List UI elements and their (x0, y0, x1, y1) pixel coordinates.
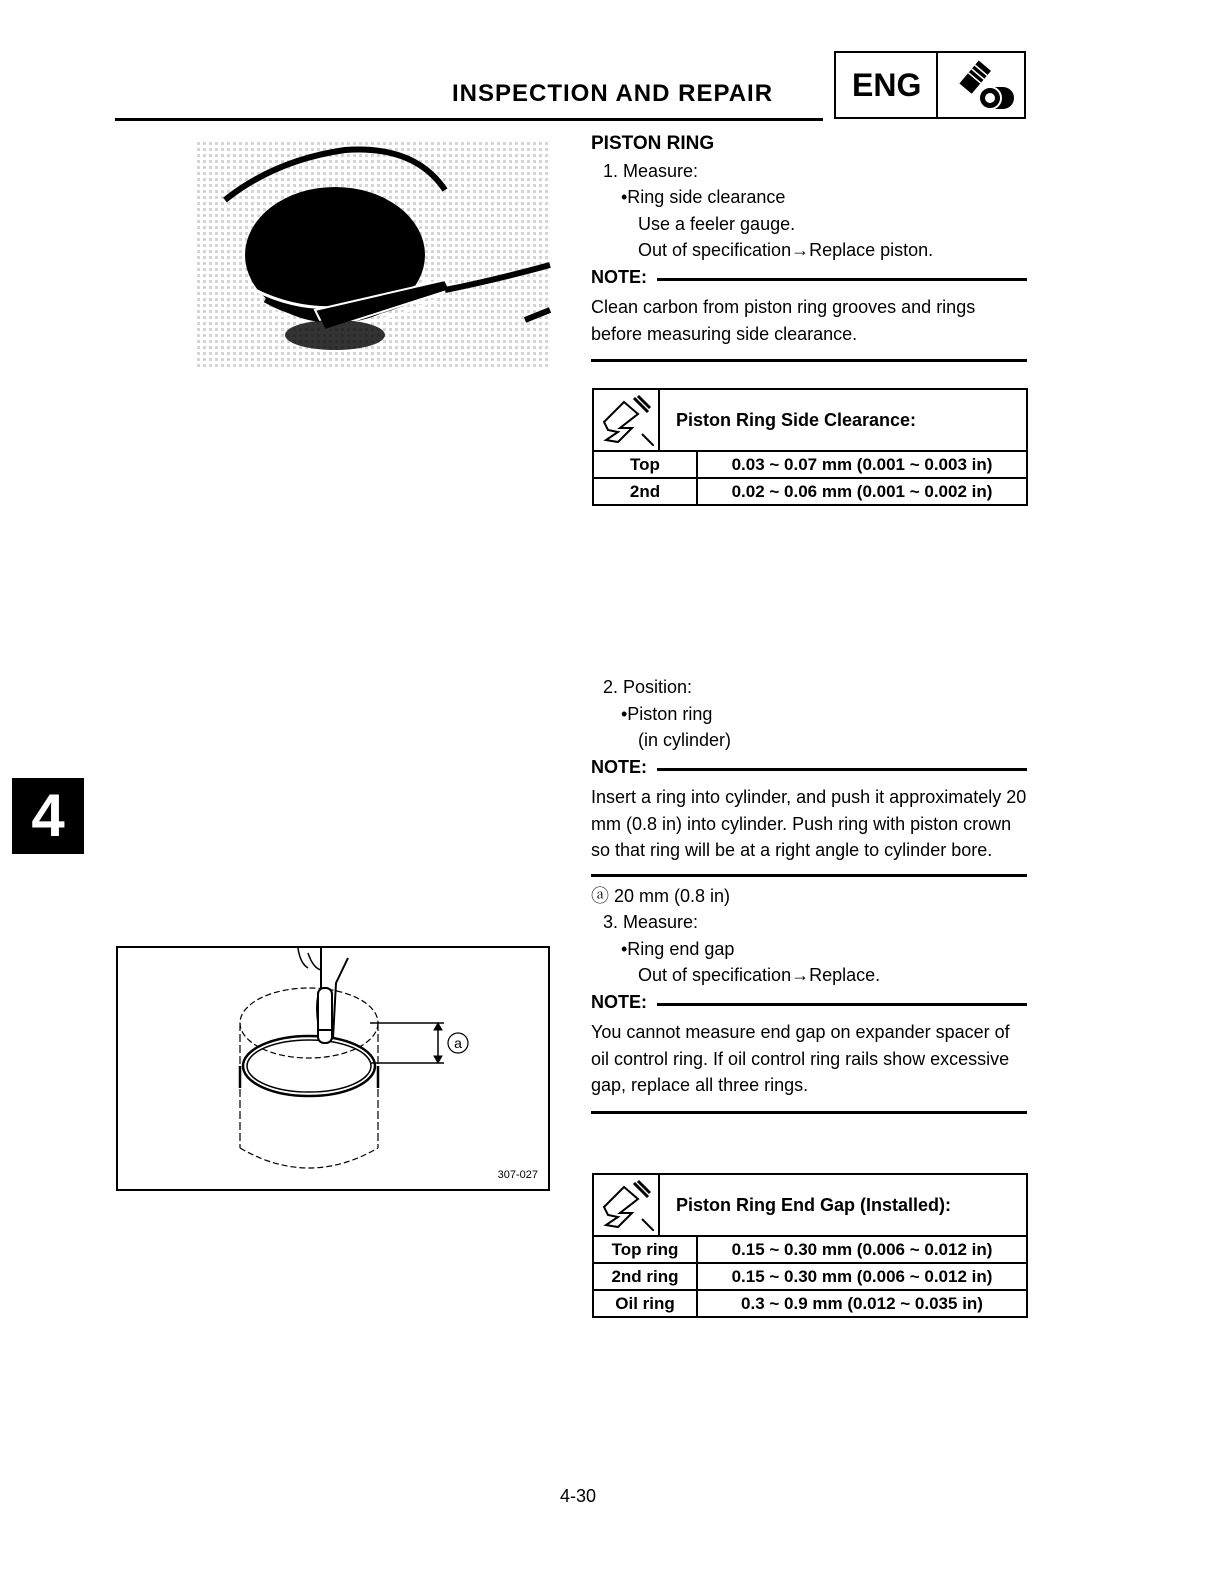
step3-line: Out of specification→Replace. (638, 965, 881, 985)
row-value: 0.3 ~ 0.9 mm (0.012 ~ 0.035 in) (697, 1290, 1026, 1316)
callout-a: a (454, 1035, 462, 1051)
chapter-tab: 4 (12, 778, 84, 854)
spec-table-header (594, 1175, 1026, 1237)
step2-line: (in cylinder) (638, 730, 732, 750)
caliper-icon (594, 1175, 660, 1235)
note-rule (657, 1003, 1027, 1006)
page-number: 4-30 (560, 1486, 597, 1506)
spec-table-body (594, 452, 1026, 504)
table-row (594, 1237, 1026, 1263)
piston-ring-section (591, 131, 1027, 362)
note-text: Insert a ring into cylinder, and push it approximately 20 mm (0.8 in) into cylinder. Push ring with piston crown so that ring will be at a right angle to cylinder bore. (591, 787, 1027, 860)
row-value: 0.02 ~ 0.06 mm (0.001 ~ 0.002 in) (697, 478, 1026, 504)
row-label: Top (594, 452, 697, 478)
cylinder-diagram (118, 948, 548, 1189)
step2-bullet: •Piston ring (621, 703, 713, 724)
step1-bullet: •Ring side clearance (621, 187, 786, 207)
row-value: 0.15 ~ 0.30 mm (0.006 ~ 0.012 in) (731, 1239, 993, 1259)
page-header-title: INSPECTION AND REPAIR (452, 80, 774, 107)
caliper-icon (594, 390, 660, 450)
table-row (594, 1290, 1026, 1316)
note-end-rule (591, 359, 1027, 362)
note-rule (657, 278, 1027, 281)
table-row (594, 478, 1026, 504)
step2-label: 2. Position: (603, 677, 693, 697)
step3-bullet: •Ring end gap (621, 938, 735, 959)
step1-line: Out of specification→Replace piston. (638, 240, 934, 260)
table-row (594, 1263, 1026, 1290)
side-clearance-spec-table (592, 388, 1028, 506)
note-heading (591, 989, 1027, 1016)
step2-block (591, 674, 1027, 1114)
engine-piston-icon (946, 59, 1022, 120)
note-label: NOTE: (591, 266, 647, 287)
note-text: Clean carbon from piston ring grooves and rings before measuring side clearance. (591, 297, 976, 344)
note-label: NOTE: (591, 756, 647, 777)
end-gap-spec-table (592, 1173, 1028, 1318)
figure-code: 307-027 (497, 1169, 538, 1181)
spec-table-title: Piston Ring Side Clearance: (676, 409, 917, 430)
section-badge (834, 51, 1026, 119)
piston-photo-figure (185, 130, 555, 380)
spec-table-header (594, 390, 1026, 452)
note-heading (591, 264, 1027, 291)
step1-line: Use a feeler gauge. (638, 213, 796, 234)
spec-table-title: Piston Ring End Gap (Installed): (676, 1194, 952, 1215)
note-end-rule (591, 1111, 1027, 1114)
legend-a: ⓐ 20 mm (0.8 in) (591, 885, 731, 906)
row-label: 2nd ring (594, 1263, 697, 1290)
row-value: 0.03 ~ 0.07 mm (0.001 ~ 0.003 in) (731, 454, 993, 474)
note-text: You cannot measure end gap on expander spacer of oil control ring. If oil control ring rails show excessive gap, replace all three rings. (591, 1022, 1010, 1095)
step1-label: 1. Measure: (603, 160, 699, 181)
table-row (594, 452, 1026, 478)
note-rule (657, 768, 1027, 771)
section-code: ENG (852, 67, 922, 103)
row-label: Top ring (594, 1237, 697, 1263)
note-end-rule (591, 874, 1027, 877)
row-label: Oil ring (594, 1290, 697, 1316)
step3-label: 3. Measure: (603, 912, 699, 932)
row-label: 2nd (594, 478, 697, 504)
header-rule (115, 118, 823, 121)
note-heading (591, 754, 1027, 781)
spec-table-body (594, 1237, 1026, 1316)
row-value: 0.15 ~ 0.30 mm (0.006 ~ 0.012 in) (697, 1263, 1026, 1290)
badge-divider (936, 53, 938, 117)
section-title: PISTON RING (591, 133, 715, 154)
note-label: NOTE: (591, 991, 647, 1012)
ring-in-cylinder-figure (116, 946, 550, 1191)
